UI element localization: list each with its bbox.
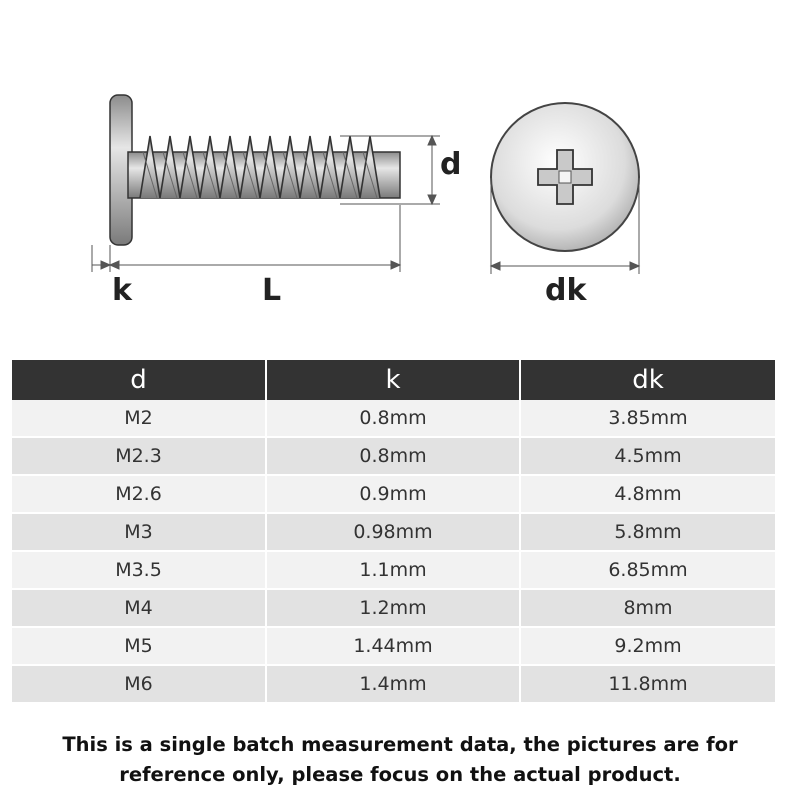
label-L: L (262, 273, 282, 308)
cell-k: 0.98mm (266, 513, 520, 551)
cell-dk: 4.5mm (520, 437, 775, 475)
cell-k: 1.1mm (266, 551, 520, 589)
table-row (12, 665, 775, 703)
table-row (12, 400, 775, 437)
cell-k: 1.2mm (266, 589, 520, 627)
cell-d: M6 (12, 665, 266, 703)
header-d: d (12, 360, 266, 400)
label-k: k (112, 273, 132, 308)
dimension-k-l (92, 205, 400, 272)
cell-dk: 9.2mm (520, 627, 775, 665)
cell-d: M2.6 (12, 475, 266, 513)
disclaimer-note (0, 730, 800, 790)
cell-d: M2 (12, 400, 266, 437)
table-row (12, 513, 775, 551)
table-row (12, 589, 775, 627)
table-row (12, 437, 775, 475)
disclaimer-line-1: This is a single batch measurement data, the pictures are for (62, 733, 738, 756)
cell-dk: 5.8mm (520, 513, 775, 551)
table-row (12, 627, 775, 665)
screw-diagram (0, 0, 800, 340)
cell-k: 0.8mm (266, 437, 520, 475)
cell-d: M5 (12, 627, 266, 665)
cell-k: 0.8mm (266, 400, 520, 437)
table-row (12, 475, 775, 513)
header-k: k (266, 360, 520, 400)
cell-k: 0.9mm (266, 475, 520, 513)
cell-k: 1.4mm (266, 665, 520, 703)
cell-d: M2.3 (12, 437, 266, 475)
table-header-row (12, 360, 775, 400)
cell-d: M3.5 (12, 551, 266, 589)
cell-dk: 8mm (520, 589, 775, 627)
label-d: d (440, 147, 462, 182)
cell-dk: 6.85mm (520, 551, 775, 589)
spec-table (12, 360, 775, 704)
cell-d: M3 (12, 513, 266, 551)
table-row (12, 551, 775, 589)
label-dk: dk (545, 273, 587, 308)
cell-dk: 4.8mm (520, 475, 775, 513)
disclaimer-line-2: reference only, please focus on the actual product. (119, 763, 681, 786)
cell-k: 1.44mm (266, 627, 520, 665)
cell-d: M4 (12, 589, 266, 627)
cell-dk: 11.8mm (520, 665, 775, 703)
header-dk: dk (520, 360, 775, 400)
cell-dk: 3.85mm (520, 400, 775, 437)
